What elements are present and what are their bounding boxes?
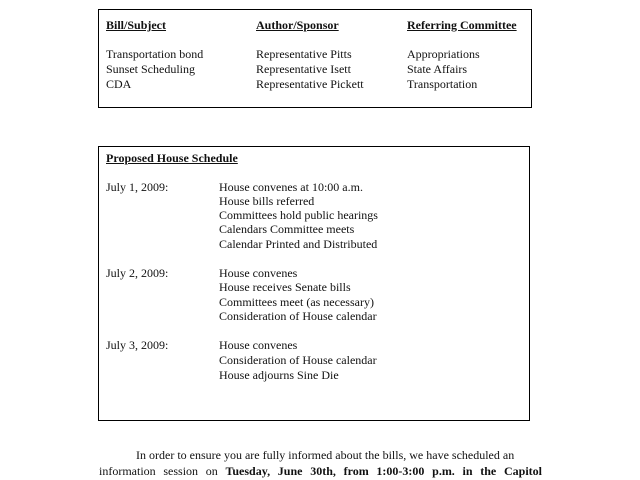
table-cell: Representative Pickett	[256, 77, 364, 91]
paragraph-word: 1:00-3:00	[376, 464, 425, 478]
table-cell: Sunset Scheduling	[106, 62, 195, 76]
schedule-date: July 1, 2009:	[106, 180, 169, 194]
schedule-item: House adjourns Sine Die	[219, 368, 339, 382]
referring-committee-header: Referring Committee	[407, 18, 517, 32]
table-cell: Transportation bond	[106, 47, 204, 61]
schedule-item: House convenes	[219, 266, 298, 280]
schedule-item: House convenes	[219, 338, 298, 352]
schedule-item: House bills referred	[219, 194, 315, 208]
schedule-item: Committees hold public hearings	[219, 208, 378, 222]
author-sponsor-header: Author/Sponsor	[256, 18, 339, 32]
schedule-item: House convenes at 10:00 a.m.	[219, 180, 363, 194]
table-cell: CDA	[106, 77, 132, 91]
schedule-item: Calendar Printed and Distributed	[219, 237, 378, 251]
schedule-item: Calendars Committee meets	[219, 222, 355, 236]
paragraph-word: p.m.	[432, 464, 455, 478]
paragraph-word: the	[480, 464, 497, 478]
table-cell: Transportation	[407, 77, 478, 91]
paragraph-word: Tuesday,	[225, 464, 271, 478]
paragraph-word: 30th,	[310, 464, 336, 478]
schedule-item: House receives Senate bills	[219, 280, 351, 294]
schedule-date: July 3, 2009:	[106, 338, 169, 352]
schedule-item: Consideration of House calendar	[219, 309, 377, 323]
schedule-title: Proposed House Schedule	[106, 151, 238, 165]
table-cell: Representative Isett	[256, 62, 351, 76]
paragraph-word: session	[163, 464, 199, 478]
paragraph-word: on	[205, 464, 218, 478]
table-cell: State Affairs	[407, 62, 468, 76]
table-cell: Appropriations	[407, 47, 480, 61]
paragraph-word: in	[462, 464, 473, 478]
paragraph-word: Capitol	[503, 464, 542, 478]
paragraph-word: information	[99, 464, 156, 478]
schedule-item: Consideration of House calendar	[219, 353, 377, 367]
paragraph-word: June	[277, 464, 303, 478]
paragraph-line-1: In order to ensure you are fully informed about the bills, we have scheduled an	[136, 448, 515, 462]
bill-subject-header: Bill/Subject	[106, 18, 167, 32]
paragraph-word: from	[343, 464, 369, 478]
schedule-date: July 2, 2009:	[106, 266, 169, 280]
table-cell: Representative Pitts	[256, 47, 352, 61]
schedule-item: Committees meet (as necessary)	[219, 295, 374, 309]
paragraph-line-2	[99, 463, 542, 479]
